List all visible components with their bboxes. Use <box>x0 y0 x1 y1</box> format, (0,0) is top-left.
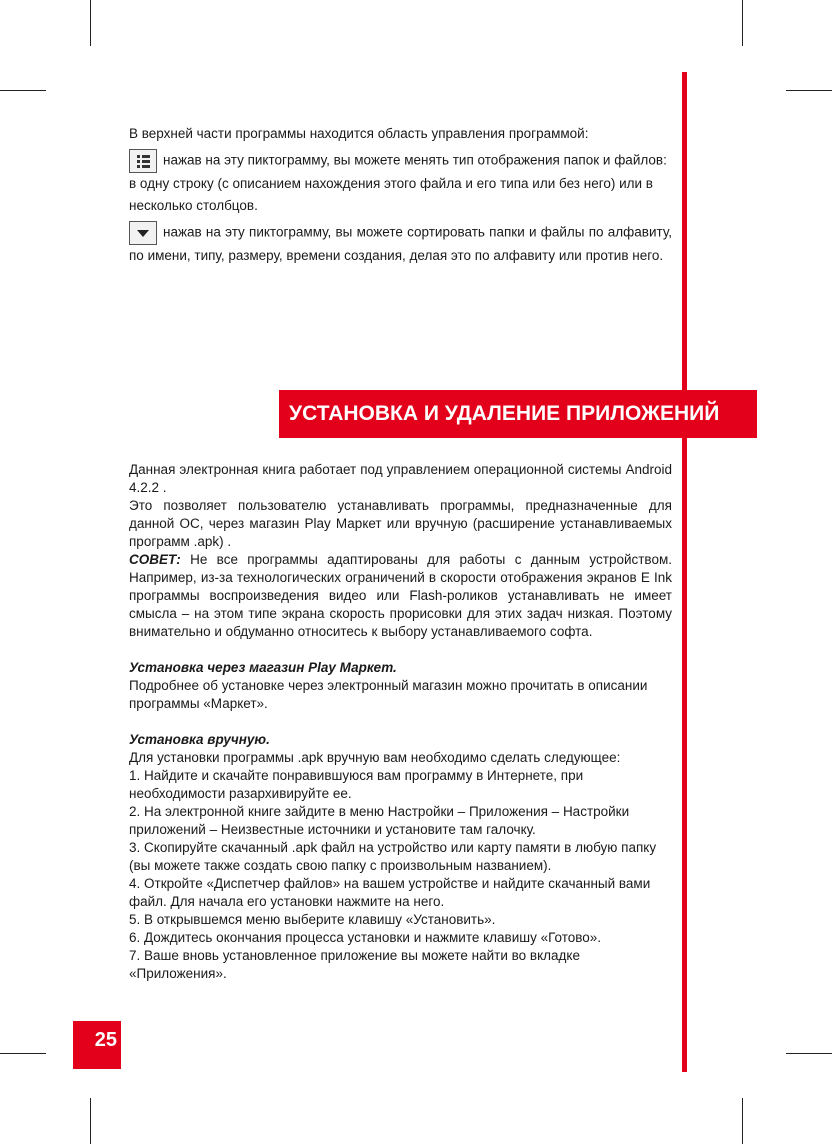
intro-line: В верхней части программы находится область управления программой: <box>129 126 589 141</box>
main-body <box>129 461 672 983</box>
market-text: Подробнее об установке через электронный магазин можно прочитать в описании программы «Маркет». <box>129 678 648 711</box>
crop-mark <box>786 1053 832 1054</box>
sort-dropdown-icon <box>129 221 157 245</box>
step-item: 1. Найдите и скачайте понравившуюся вам программу в Интернете, при необходимости разархивируйте ее. <box>129 768 584 801</box>
crop-mark <box>0 1053 46 1054</box>
manual-heading: Установка вручную. <box>129 732 270 747</box>
margin-red-bar <box>682 72 687 1072</box>
step-item: 5. В открывшемся меню выберите клавишу «Установить». <box>129 912 496 927</box>
step-item: 3. Скопируйте скачанный .apk файл на устройство или карту памяти в любую папку (вы можете также создать свою папку с произвольным названием). <box>129 840 657 873</box>
view-icon-paragraph <box>129 149 672 217</box>
intro-section <box>129 125 672 267</box>
crop-mark <box>90 1098 91 1144</box>
manual-intro: Для установки программы .apk вручную вам необходимо сделать следующее: <box>129 750 621 765</box>
sort-icon-text: нажав на эту пиктограмму, вы можете сортировать папки и файлы по алфавиту, по имени, типу, размеру, времени создания, делая это по алфавиту или против него. <box>129 224 672 263</box>
step-item: 2. На электронной книге зайдите в меню Настройки – Приложения – Настройки приложений – Неизвестные источники и установите там галочку. <box>129 804 630 837</box>
page-number: 25 <box>73 1021 121 1069</box>
tip-text: Не все программы адаптированы для работы с данным устройством. Например, из-за технологических ограничений в скорости отображения экранов E Ink программы воспроизведения видео или Flash-роликов устанавливать не имеет смысла – на этом типе экрана скорость прорисовки для этих задач низкая. Поэтому внимательно и обдуманно относитесь к выбору устанавливаемого софта. <box>129 552 672 639</box>
step-item: 7. Ваше вновь установленное приложение вы можете найти во вкладке «Приложения». <box>129 948 580 981</box>
view-icon-text: нажав на эту пиктограмму, вы можете менять тип отображения папок и файлов: в одну строку (с описанием нахождения этого файла и его типа или без него) или в несколько столбцов. <box>129 152 667 213</box>
paragraph-install-options: Это позволяет пользователю устанавливать программы, предназначенные для данной ОС, через магазин Play Маркет или вручную (расширение устанавливаемых программ .apk) . <box>129 498 672 549</box>
crop-mark <box>742 0 743 46</box>
paragraph-os: Данная электронная книга работает под управлением операционной системы Android 4.2.2 . <box>129 462 672 495</box>
step-item: 4. Откройте «Диспетчер файлов» на вашем устройстве и найдите скачанный вами файл. Для начала его установки нажмите на него. <box>129 876 651 909</box>
crop-mark <box>90 0 91 46</box>
market-heading: Установка через магазин Play Маркет. <box>129 660 397 675</box>
section-banner: УСТАНОВКА И УДАЛЕНИЕ ПРИЛОЖЕНИЙ <box>279 390 757 438</box>
crop-mark <box>0 90 46 91</box>
list-view-icon <box>129 149 157 173</box>
tip-label: СОВЕТ: <box>129 552 181 567</box>
tip-paragraph <box>129 551 672 641</box>
crop-mark <box>786 90 832 91</box>
sort-icon-paragraph <box>129 221 672 267</box>
step-item: 6. Дождитесь окончания процесса установки и нажмите клавишу «Готово». <box>129 930 602 945</box>
crop-mark <box>742 1098 743 1144</box>
